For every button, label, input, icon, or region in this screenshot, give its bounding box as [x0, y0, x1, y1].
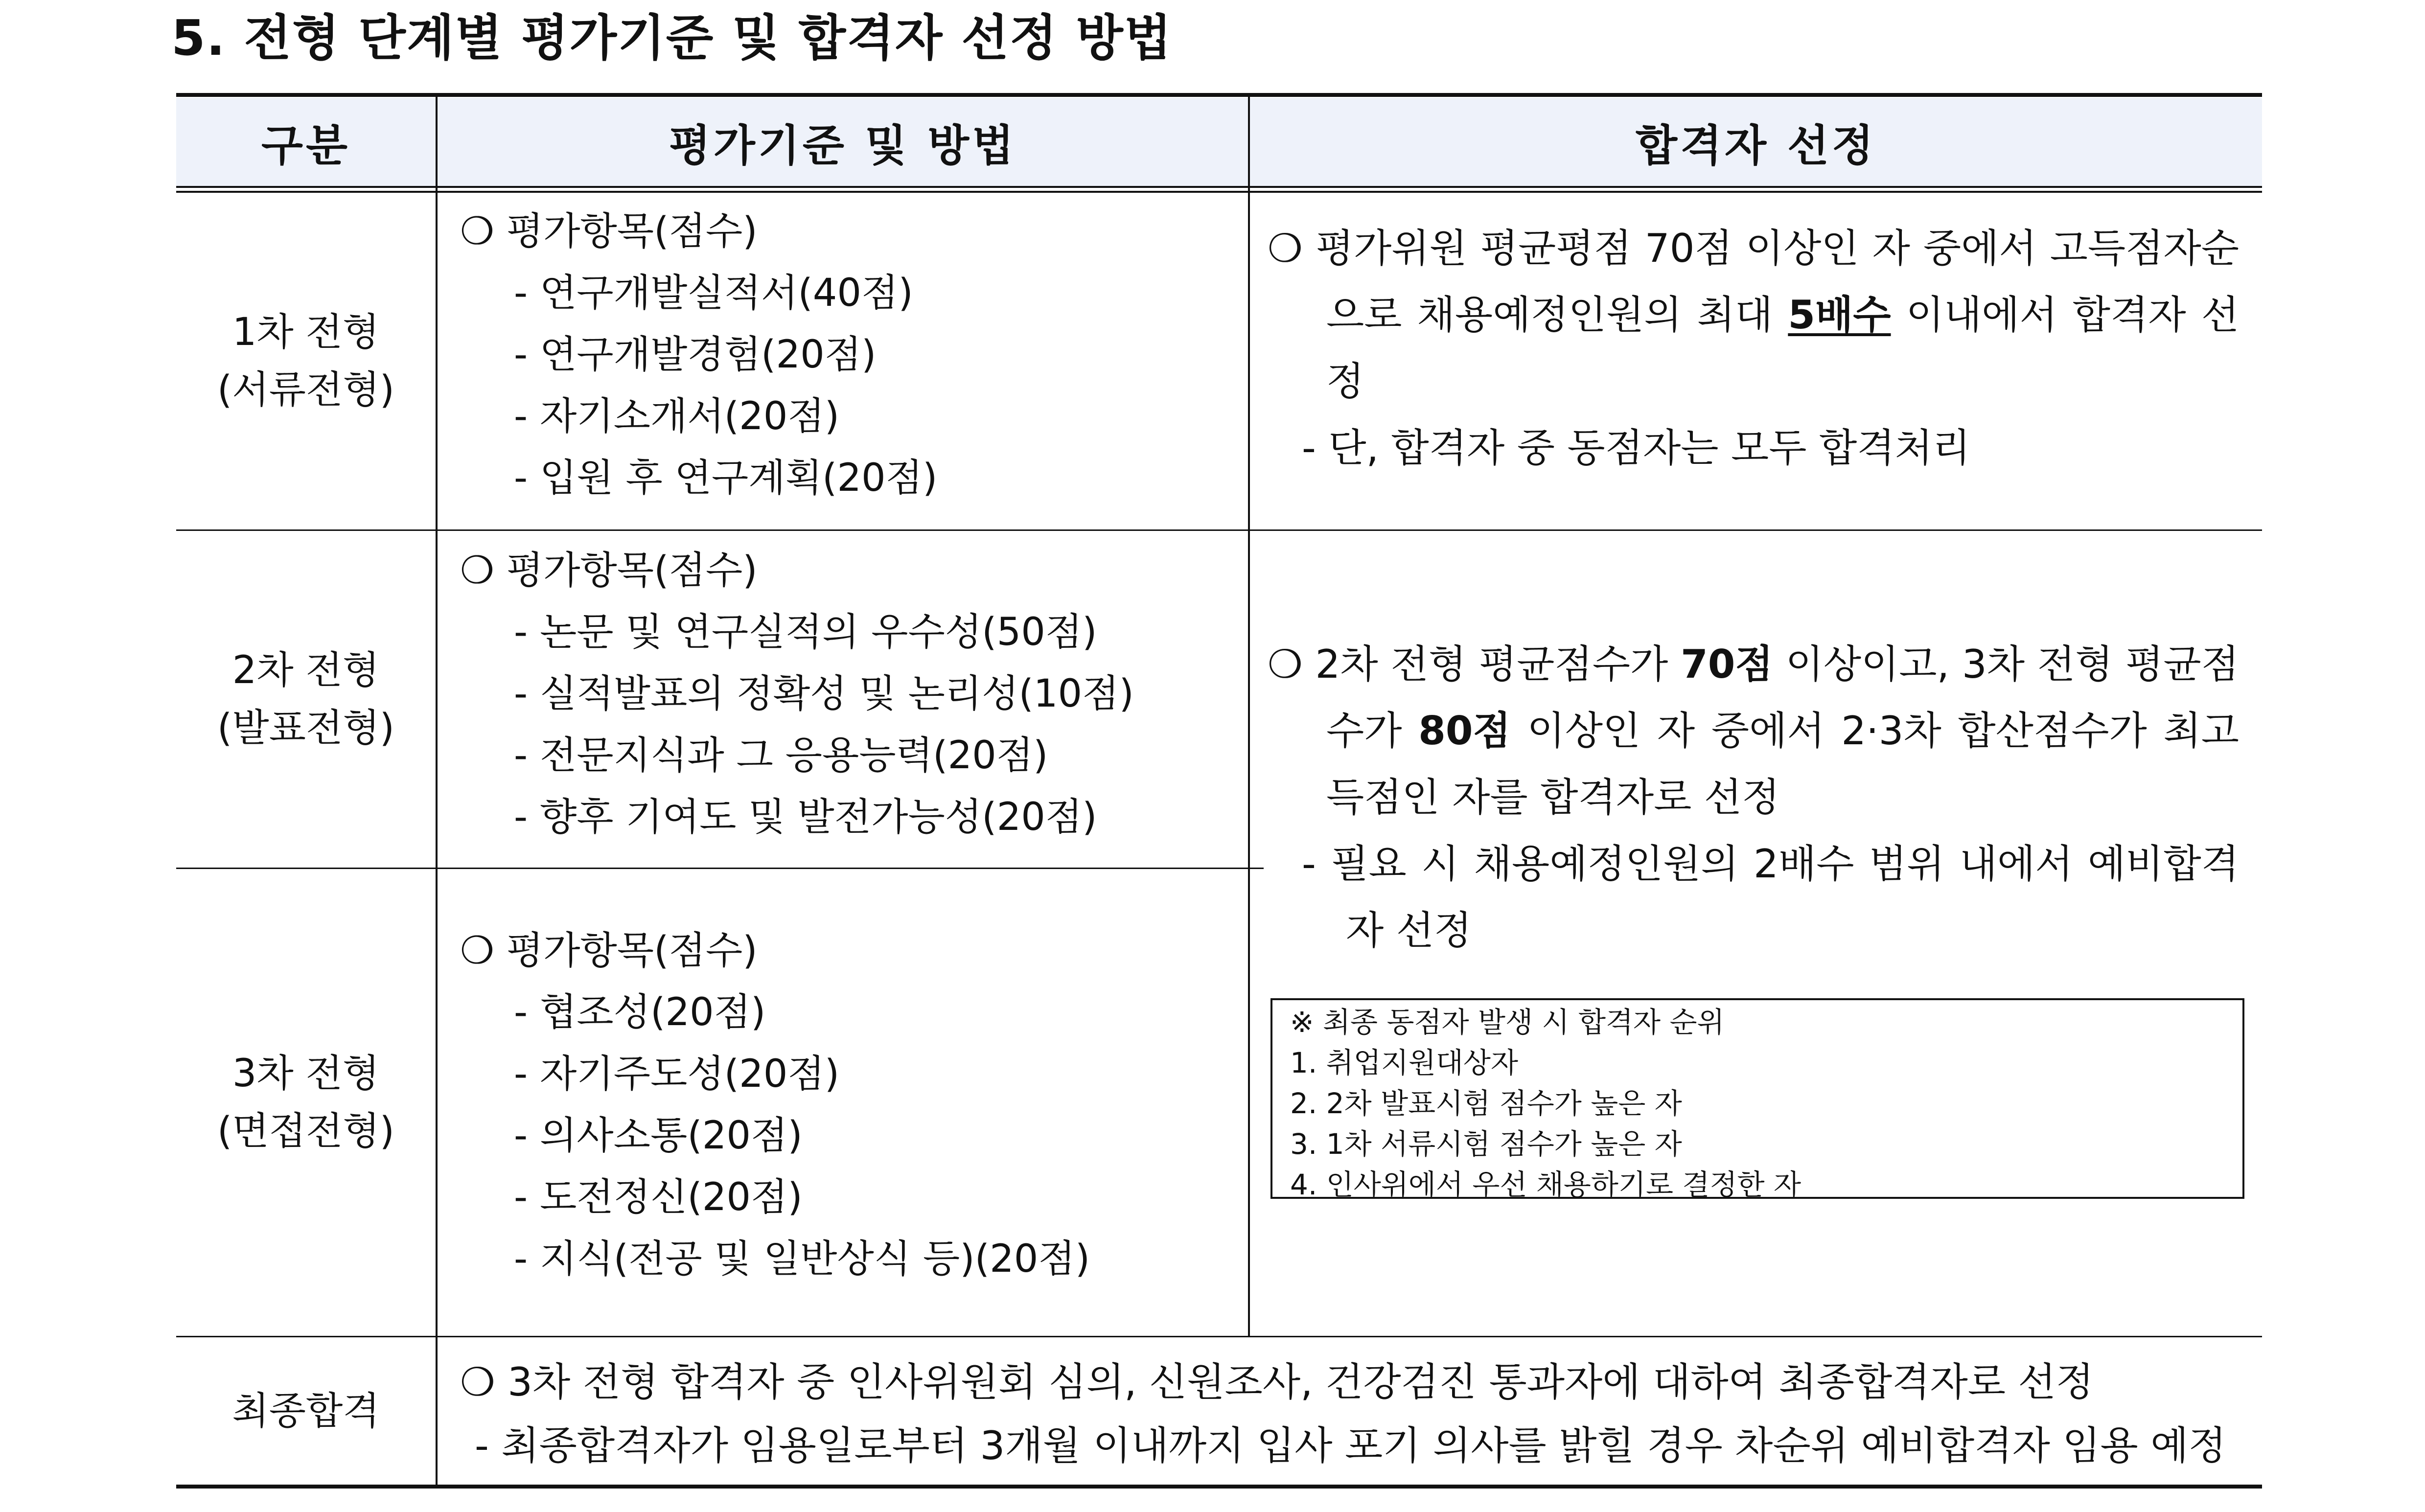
category-stage1-type: (서류전형) [217, 368, 395, 412]
criteria-item: - 연구개발실적서(40점) [514, 271, 913, 315]
final-line-2: - 최종합격자가 임용일로부터 3개월 이내까지 입사 포기 의사를 밝힐 경우 차순위 예비합격자 임용 예정 [475, 1423, 2226, 1468]
criteria-item: - 논문 및 연구실적의 우수성(50점) [514, 610, 1097, 654]
column-divider-1 [436, 93, 438, 1487]
column-divider-2 [1248, 93, 1250, 1337]
category-stage3-name: 3차 전형 [232, 1052, 380, 1096]
category-stage2 [176, 531, 436, 868]
category-stage2-name: 2차 전형 [232, 648, 380, 692]
selection-stage2-3-note: - 필요 시 채용예정인원의 2배수 범위 내에서 예비합격자 선정 [1302, 841, 2239, 953]
category-stage3 [176, 869, 436, 1336]
category-stage1-name: 1차 전형 [232, 310, 380, 354]
category-final [176, 1337, 436, 1485]
criteria-item: - 향후 기여도 및 발전가능성(20점) [514, 795, 1097, 839]
criteria-item: - 협조성(20점) [514, 990, 766, 1034]
header-category: 구분 [261, 120, 351, 171]
selection-stage1-main: ❍ 평가위원 평균평점 70점 이상인 자 중에서 고득점자순으로 채용예정인원의 최대 5배수 이내에서 합격자 선정 [1268, 226, 2240, 404]
criteria-item: - 입원 후 연구계획(20점) [514, 456, 938, 500]
criteria-item: - 도전정신(20점) [514, 1175, 803, 1219]
category-final-name: 최종합격 [232, 1389, 380, 1433]
selection-stage2-3-main: ❍ 2차 전형 평균점수가 70점 이상이고, 3차 전형 평균점수가 80점 이상인 자 중에서 2·3차 합산점수가 최고 득점인 자를 합격자로 선정 [1268, 641, 2239, 820]
criteria-item: - 지식(전공 및 일반상식 등)(20점) [514, 1237, 1090, 1281]
row3-divider [176, 1336, 2262, 1337]
criteria-stage3 [460, 920, 1090, 1290]
highlight-5x: 5배수 [1788, 292, 1891, 338]
criteria-stage1 [460, 201, 937, 509]
note-line: 2. 2차 발표시험 점수가 높은 자 [1290, 1087, 1682, 1120]
note-line: ※ 최종 동점자 발생 시 합격자 순위 [1290, 1006, 1725, 1039]
criteria-heading: ❍ 평가항목(점수) [460, 929, 758, 973]
selection-stage1-note: - 단, 합격자 중 동점자는 모두 합격처리 [1302, 425, 1971, 471]
selection-stage1 [1268, 215, 2239, 481]
category-stage1 [176, 193, 436, 529]
highlight-70: 70점 [1681, 641, 1773, 687]
criteria-item: - 연구개발경험(20점) [514, 333, 877, 377]
table-bottom-border [176, 1485, 2262, 1489]
row1-divider [176, 529, 2262, 531]
header-criteria: 평가기준 및 방법 [669, 120, 1017, 171]
header-rule-2 [176, 191, 2262, 193]
final-line-1: ❍ 3차 전형 합격자 중 인사위원회 심의, 신원조사, 건강검진 통과자에 대하여 최종합격자로 선정 [460, 1359, 2094, 1405]
page-title: 5. 전형 단계별 평가기준 및 합격자 선정 방법 [171, 9, 1173, 67]
criteria-heading: ❍ 평가항목(점수) [460, 549, 758, 593]
criteria-item: - 자기주도성(20점) [514, 1052, 840, 1096]
criteria-stage2 [460, 540, 1134, 848]
table-top-border [176, 93, 2262, 97]
header-selection: 합격자 선정 [1636, 120, 1876, 171]
criteria-item: - 실적발표의 정확성 및 논리성(10점) [514, 672, 1134, 716]
evaluation-table [176, 93, 2262, 1492]
category-stage3-type: (면접전형) [217, 1109, 395, 1153]
selection-stage2-3 [1268, 631, 2239, 964]
category-stage2-type: (발표전형) [217, 706, 395, 750]
criteria-item: - 전문지식과 그 응용능력(20점) [514, 733, 1048, 778]
criteria-item: - 자기소개서(20점) [514, 394, 840, 438]
note-line: 3. 1차 서류시험 점수가 높은 자 [1290, 1127, 1682, 1161]
highlight-80: 80점 [1418, 708, 1511, 754]
criteria-item: - 의사소통(20점) [514, 1114, 803, 1158]
final-selection [460, 1351, 2226, 1478]
note-line: 4. 인사위에서 우선 채용하기로 결정한 자 [1290, 1168, 1801, 1201]
note-line: 1. 취업지원대상자 [1290, 1046, 1518, 1079]
criteria-heading: ❍ 평가항목(점수) [460, 209, 758, 253]
tie-break-note-box [1270, 998, 2244, 1199]
